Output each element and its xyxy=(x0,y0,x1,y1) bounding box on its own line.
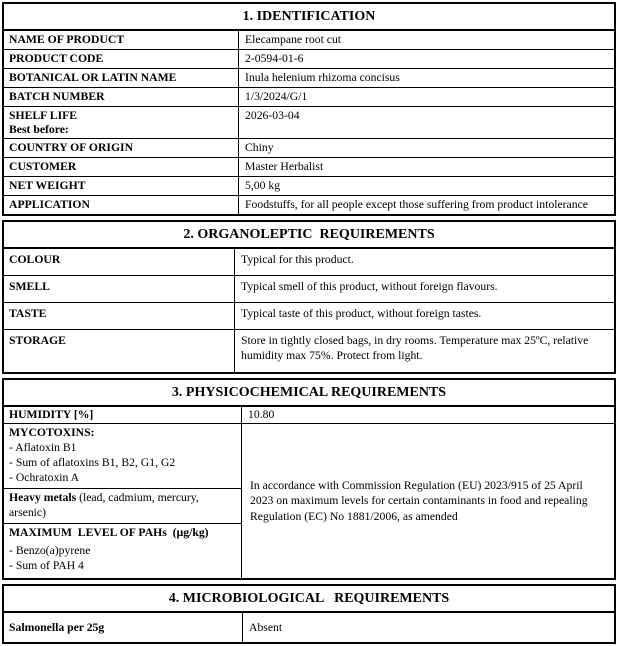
section-identification xyxy=(2,2,616,216)
table-row xyxy=(4,106,614,139)
field-label: BOTANICAL OR LATIN NAME xyxy=(4,69,239,87)
section-title: 2. ORGANOLEPTIC REQUIREMENTS xyxy=(4,222,614,249)
field-label: STORAGE xyxy=(4,330,235,372)
table-row xyxy=(4,195,614,214)
section-title: 4. MICROBIOLOGICAL REQUIREMENTS xyxy=(4,586,614,613)
field-value: 10.80 xyxy=(248,408,275,422)
field-value: Typical taste of this product, without foreign tastes. xyxy=(241,307,482,321)
section-title: 1. IDENTIFICATION xyxy=(4,4,614,31)
table-row xyxy=(4,302,614,329)
table-row xyxy=(4,157,614,176)
field-label: CUSTOMER xyxy=(4,158,239,176)
mycotoxins-item: - Ochratoxin A xyxy=(9,471,80,485)
field-value: 2-0594-01-6 xyxy=(245,51,304,65)
regulation-note: In accordance with Commission Regulation (EU) 2023/915 of 25 April 2023 on maximum levels for certain contaminants in food and repealing Regulation (EC) No 1881/2006, as amended xyxy=(250,479,588,523)
field-value: 5,00 kg xyxy=(245,179,281,193)
field-label: HUMIDITY [%] xyxy=(4,407,242,423)
table-row xyxy=(4,68,614,87)
field-label: PRODUCT CODE xyxy=(4,50,239,68)
field-label: NET WEIGHT xyxy=(4,177,239,195)
table-row xyxy=(4,329,614,372)
field-label: BATCH NUMBER xyxy=(4,88,239,106)
field-label-line2: Best before: xyxy=(9,123,69,137)
field-label-text: Salmonella per 25g xyxy=(9,620,105,634)
field-value xyxy=(243,613,614,642)
table-row xyxy=(4,49,614,68)
field-value: 1/3/2024/G/1 xyxy=(245,89,308,103)
pahs-item: - Sum of PAH 4 xyxy=(9,559,84,573)
table-row xyxy=(4,613,614,642)
mycotoxins-cell xyxy=(4,424,241,488)
table-row xyxy=(4,138,614,157)
contaminants-block xyxy=(4,423,614,578)
section-organoleptic xyxy=(2,220,616,374)
table-row xyxy=(4,31,614,49)
field-label: COLOUR xyxy=(4,249,235,275)
pahs-cell xyxy=(4,523,241,578)
field-label-line1: SHELF LIFE xyxy=(9,108,78,122)
field-value: Typical for this product. xyxy=(241,253,354,267)
field-label: APPLICATION xyxy=(4,196,239,214)
contaminants-labels-column xyxy=(4,424,242,578)
mycotoxins-item: - Sum of aflatoxins B1, B2, G1, G2 xyxy=(9,456,176,470)
field-value: Chiny xyxy=(245,141,274,155)
pahs-heading: MAXIMUM LEVEL OF PAHs (µg/kg) xyxy=(9,526,209,540)
field-value-text: Absent xyxy=(249,620,283,634)
field-label xyxy=(4,613,243,642)
field-label: COUNTRY OF ORIGIN xyxy=(4,139,239,157)
heavy-metals-text xyxy=(9,491,236,521)
section-physicochemical xyxy=(2,378,616,580)
field-value: Elecampane root cut xyxy=(245,33,342,46)
field-label: TASTE xyxy=(4,303,235,329)
field-value: Typical smell of this product, without foreign flavours. xyxy=(241,280,498,294)
table-row xyxy=(4,275,614,302)
field-value: 2026-03-04 xyxy=(245,108,300,122)
field-value: Master Herbalist xyxy=(245,160,324,174)
section-title: 3. PHYSICOCHEMICAL REQUIREMENTS xyxy=(4,380,614,407)
field-label xyxy=(4,107,239,139)
section-microbiological xyxy=(2,584,616,644)
table-row xyxy=(4,249,614,275)
heavy-metals-cell xyxy=(4,488,241,523)
mycotoxins-heading: MYCOTOXINS: xyxy=(9,426,95,440)
heavy-metals-heading: Heavy metals xyxy=(9,491,77,505)
field-value: Inula helenium rhizoma concisus xyxy=(245,70,400,84)
field-label: SMELL xyxy=(4,276,235,302)
field-value: Store in tightly closed bags, in dry rooms. Temperature max 25ºC, relative humidity max 75%. Protect from light. xyxy=(241,334,589,363)
table-row xyxy=(4,176,614,195)
field-label: NAME OF PRODUCT xyxy=(4,31,239,49)
pahs-item: - Benzo(a)pyrene xyxy=(9,544,91,558)
table-row xyxy=(4,407,614,423)
heavy-metals-detail: (lead, cadmium, mercury, arsenic) xyxy=(9,491,199,520)
field-value: Foodstuffs, for all people except those suffering from product intolerance xyxy=(245,198,588,212)
mycotoxins-item: - Aflatoxin B1 xyxy=(9,441,77,455)
table-row xyxy=(4,87,614,106)
